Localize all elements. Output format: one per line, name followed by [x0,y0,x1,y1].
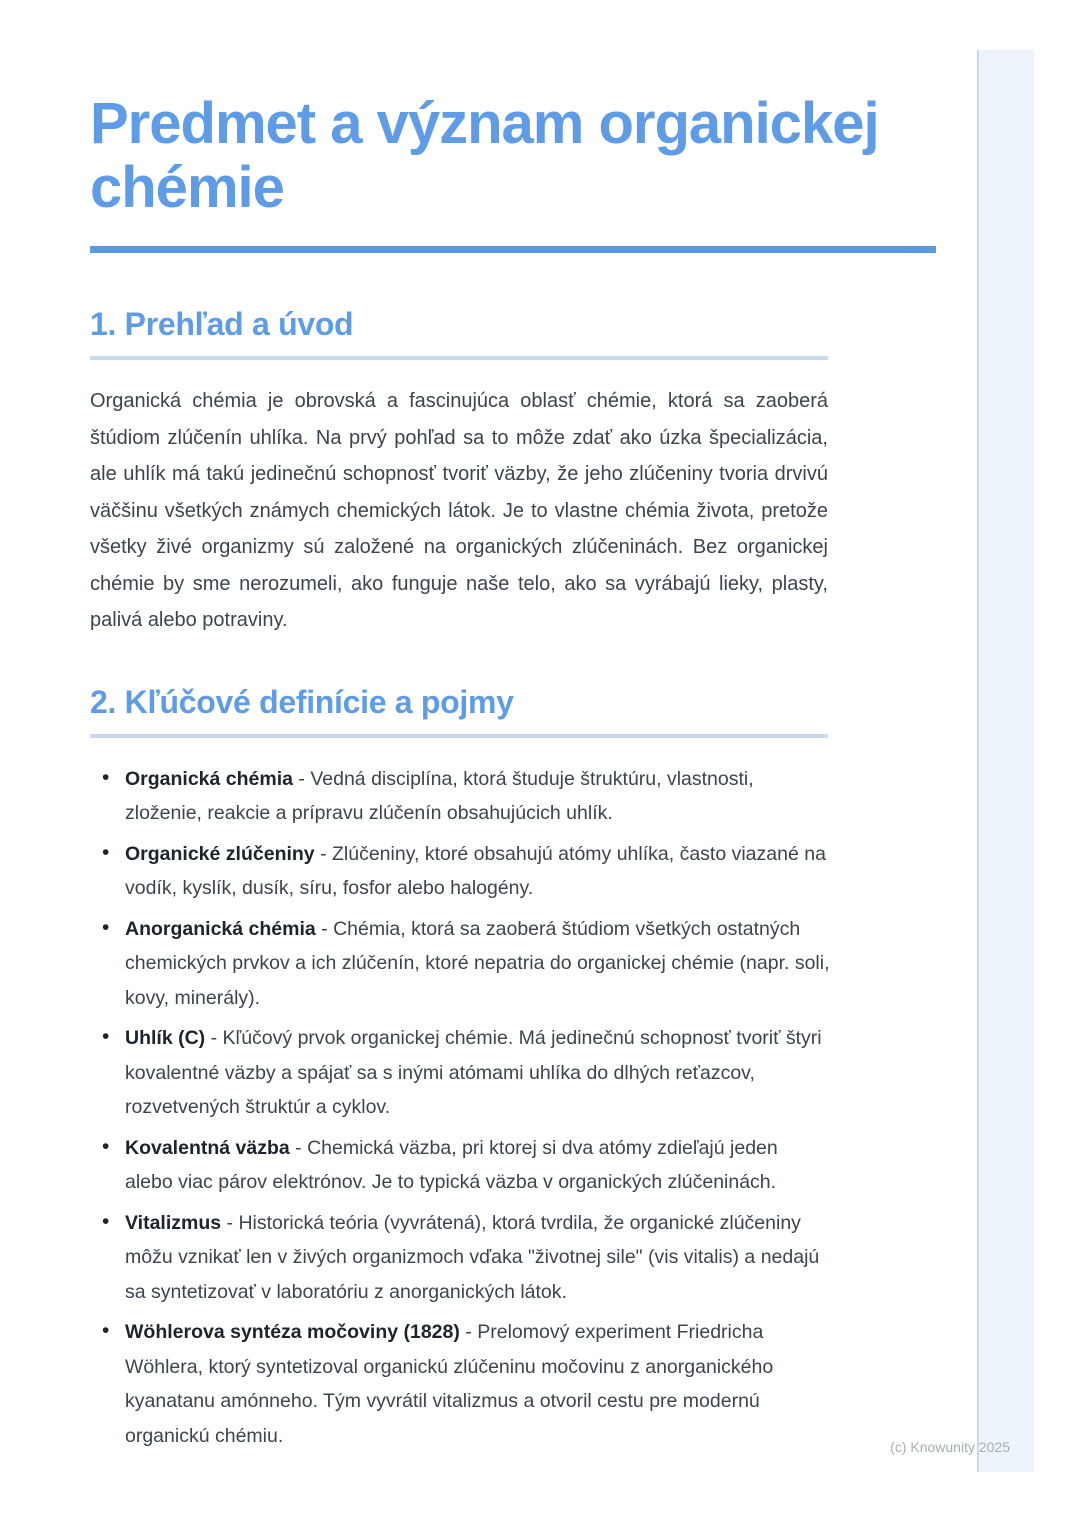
section-2-divider [90,734,828,738]
definition-text: Kľúčový prvok organickej chémie. Má jedinečnú schopnosť tvoriť štyri kovalentné väzby a spájať sa s inými atómami uhlíka do dlhých reťazcov, rozvetvených štruktúr a cyklov. [125,1027,822,1118]
list-item [90,1315,830,1453]
definition-text: Zlúčeniny, ktoré obsahujú atómy uhlíka, často viazané na vodík, kyslík, dusík, síru, fosfor alebo halogény. [125,842,826,899]
definition-term: Vitalizmus [125,1211,222,1234]
term-separator: - [295,1136,302,1159]
definition-term: Wöhlerova syntéza močoviny (1828) [125,1321,460,1343]
section-2-heading: 2. Kľúčové definície a pojmy [90,683,514,720]
document-content [90,0,936,1459]
term-separator: - [321,917,328,940]
list-item [90,1206,830,1310]
term-separator: - [465,1321,472,1343]
list-item [90,1021,830,1125]
term-separator: - [298,767,305,790]
list-item [90,762,830,831]
title-divider [90,246,936,253]
section-definitions [90,683,936,1454]
definition-term: Organické zlúčeniny [125,842,315,865]
definition-term: Uhlík (C) [125,1027,206,1049]
definition-text: Prelomový experiment Friedricha Wöhlera, ktorý syntetizoval organickú zlúčeninu močovinu z anorganického kyanatanu amónneho. Tým vyvrátil vitalizmus a otvoril cestu pre modernú organickú chémiu. [125,1321,774,1447]
term-separator: - [320,842,327,865]
definition-text: Vedná disciplína, ktorá študuje štruktúru, vlastnosti, zloženie, reakcie a prípravu zlúčenín obsahujúcich uhlík. [125,767,754,824]
definition-text: Chemická väzba, pri ktorej si dva atómy zdieľajú jeden alebo viac párov elektrónov. Je to typická väzba v organických zlúčeninách. [125,1136,778,1193]
definition-text: Historická teória (vyvrátená), ktorá tvrdila, že organické zlúčeniny môžu vznikať len v živých organizmoch vďaka "životnej sile" (vis vitalis) a nedajú sa syntetizovať v laboratóriu z anorganických látok. [125,1211,820,1303]
definition-term: Anorganická chémia [125,917,316,940]
list-item [90,1131,830,1200]
overview-paragraph: Organická chémia je obrovská a fascinujúca oblasť chémie, ktorá sa zaoberá štúdiom zlúčenín uhlíka. Na prvý pohľad sa to môže zdať ako úzka špecializácia, ale uhlík má takú jedinečnú schopnosť tvoriť väzby, že jeho zlúčeniny tvoria drvivú väčšinu všetkých známych chemických látok. Je to vlastne chémia života, pretože všetky živé organizmy sú založené na organických zlúčeninách. Bez organickej chémie by sme nerozumeli, ako funguje naše telo, ako sa vyrábajú lieky, plasty, palivá alebo potraviny. [90,390,828,631]
definition-text: Chémia, ktorá sa zaoberá štúdiom všetkých ostatných chemických prvkov a ich zlúčenín, ktoré nepatria do organickej chémie (napr. soli, kovy, minerály). [125,917,830,1009]
term-separator: - [226,1211,234,1234]
section-1-divider [90,356,828,360]
page-title: Predmet a význam organickej chémie [90,91,879,220]
definition-term: Organická chémia [125,767,293,790]
definition-term: Kovalentná väzba [125,1136,290,1159]
list-item [90,837,830,906]
section-1-heading: 1. Prehľad a úvod [90,306,354,342]
definitions-list [90,762,830,1454]
term-separator: - [210,1027,218,1049]
list-item [90,912,830,1016]
copyright-note: (c) Knowunity 2025 [890,1439,1010,1455]
side-strip [977,50,1034,1472]
section-overview [90,305,936,639]
